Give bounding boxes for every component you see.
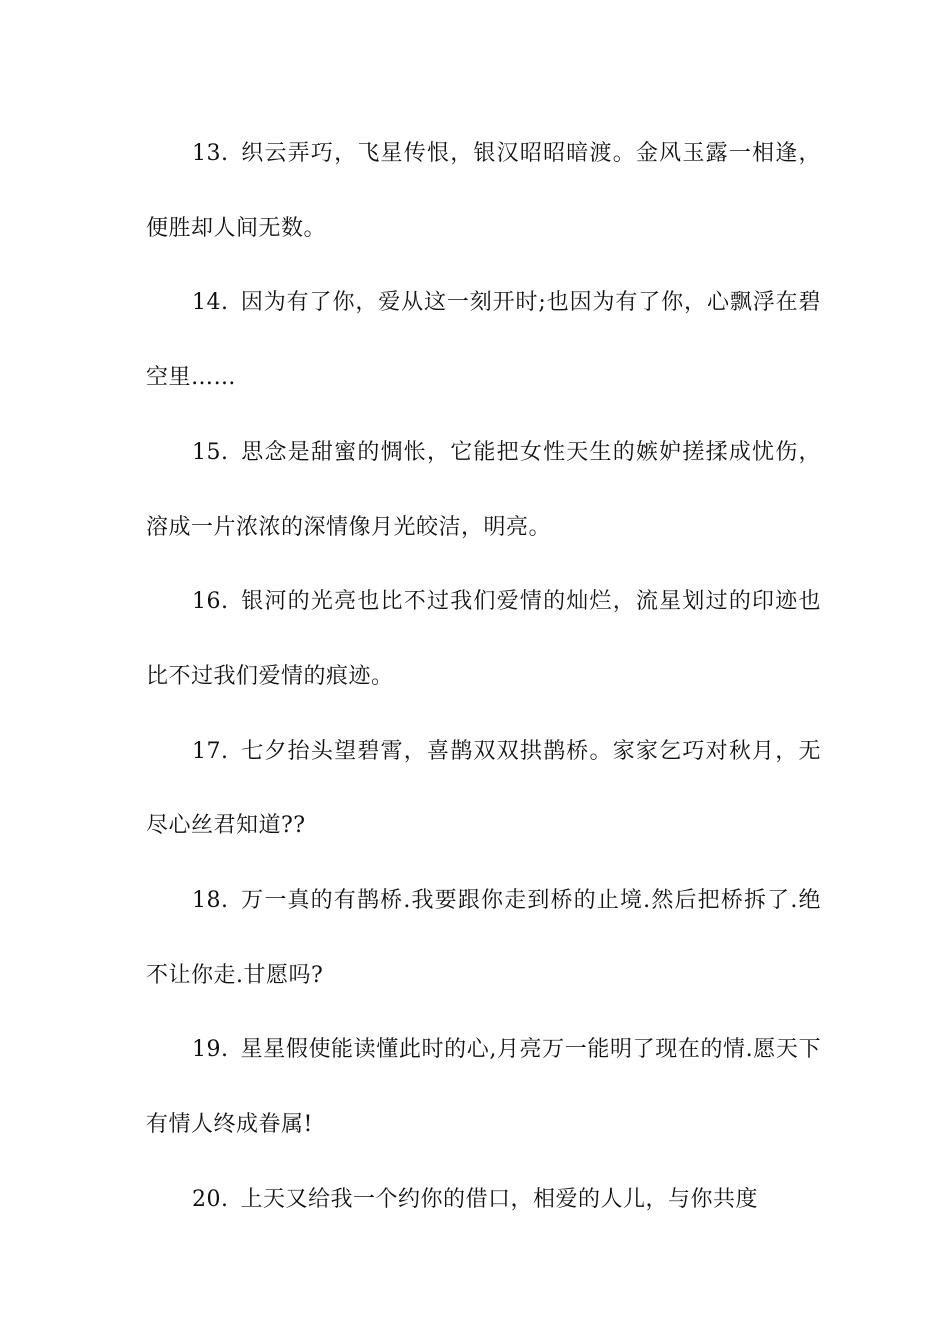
paragraph-text: 思念是甜蜜的惆怅，它能把女性天生的嫉妒搓揉成忧伤，溶成一片浓浓的深情像月光皎洁，明亮。 (146, 439, 821, 540)
paragraph-text: 因为有了你，爱从这一刻开时;也因为有了你，心飘浮在碧空里…… (146, 290, 821, 391)
paragraph-13 (146, 117, 821, 266)
paragraph-text: 上天又给我一个约你的借口，相爱的人儿，与你共度 (240, 1186, 759, 1212)
paragraph-number: 16. (192, 589, 229, 615)
document-body (146, 117, 821, 1238)
paragraph-18 (146, 864, 821, 1013)
paragraph-15 (146, 416, 821, 565)
paragraph-number: 15. (192, 439, 229, 465)
paragraph-number: 14. (192, 290, 229, 316)
paragraph-text: 星星假使能读懂此时的心,月亮万一能明了现在的情.愿天下有情人终成眷属! (146, 1037, 821, 1138)
paragraph-20 (146, 1163, 821, 1238)
paragraph-number: 19. (192, 1037, 229, 1063)
paragraph-text: 万一真的有鹊桥.我要跟你走到桥的止境.然后把桥拆了.绝不让你走.甘愿吗? (146, 888, 821, 988)
paragraph-number: 18. (192, 888, 229, 914)
paragraph-text: 织云弄巧，飞星传恨，银汉昭昭暗渡。金风玉露一相逢，便胜却人间无数。 (146, 141, 821, 241)
paragraph-number: 20. (192, 1186, 229, 1212)
paragraph-number: 17. (192, 738, 229, 764)
paragraph-19 (146, 1013, 821, 1162)
paragraph-text: 银河的光亮也比不过我们爱情的灿烂，流星划过的印迹也比不过我们爱情的痕迹。 (146, 589, 821, 689)
paragraph-text: 七夕抬头望碧霄，喜鹊双双拱鹊桥。家家乞巧对秋月，无尽心丝君知道?? (146, 738, 821, 839)
paragraph-14 (146, 266, 821, 415)
paragraph-16 (146, 565, 821, 714)
paragraph-number: 13. (192, 141, 229, 166)
paragraph-17 (146, 715, 821, 864)
